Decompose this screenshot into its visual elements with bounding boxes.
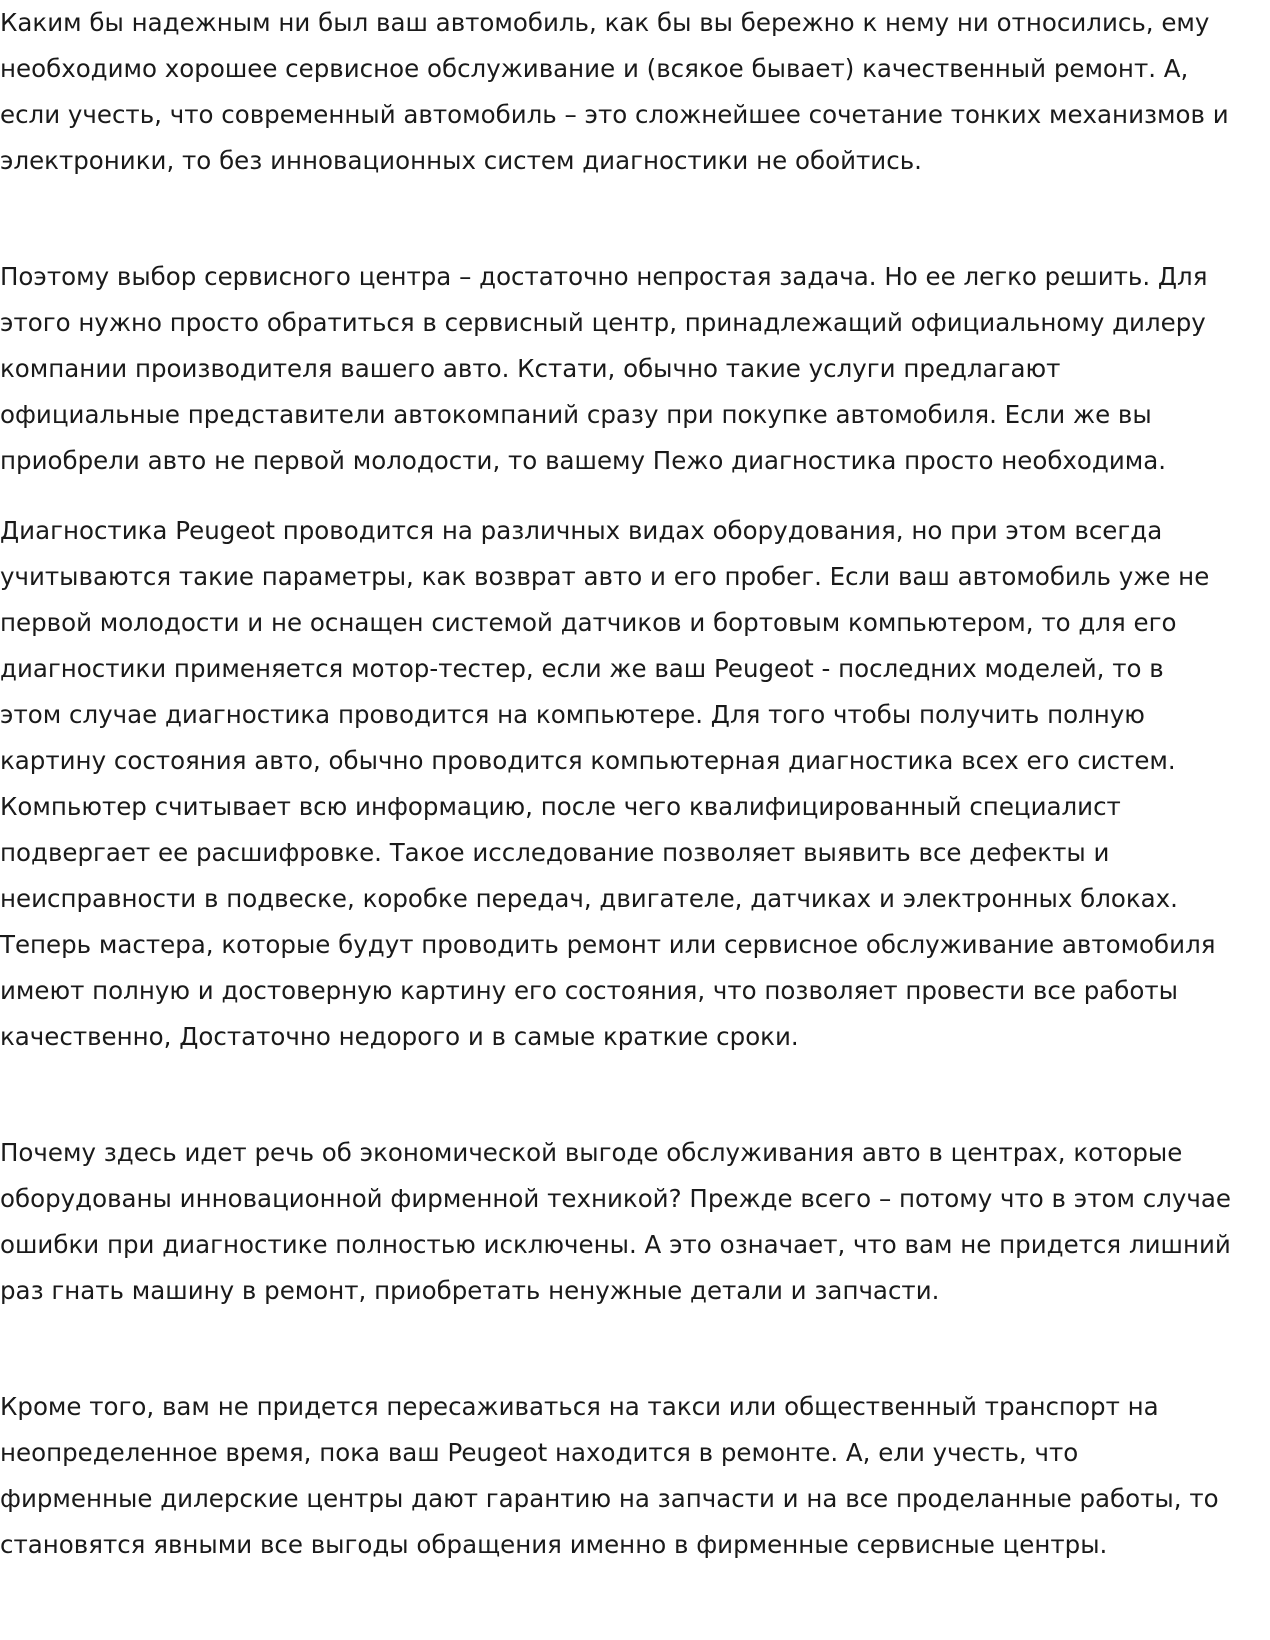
article-paragraph-5: Кроме того, вам не придется пересаживаться на такси или общественный транспорт на неопределенное время, пока ваш Peugeot находится в ремонте. А, ели учесть, что фирменные дилерские центры дают гарантию на запчасти и на все проделанные работы, то становятся явными все выгоды обращения именно в фирменные сервисные центры. (0, 1392, 1219, 1559)
paragraph-spacer (0, 1060, 1232, 1130)
paragraph-spacer (0, 184, 1232, 254)
article-paragraph-1: Каким бы надежным ни был ваш автомобиль, как бы вы бережно к нему ни относились, ему необходимо хорошее сервисное обслуживание и (всякое бывает) качественный ремонт. А, если учесть, что современный автомобиль – это сложнейшее сочетание тонких механизмов и электроники, то без инновационных систем диагностики не обойтись. (0, 8, 1229, 175)
article-paragraph-3: Диагностика Peugeot проводится на различных видах оборудования, но при этом всегда учитываются такие параметры, как возврат авто и его пробег. Если ваш автомобиль уже не первой молодости и не оснащен системой датчиков и бортовым компьютером, то для его диагностики применяется мотор-тестер, если же ваш Peugeot - последних моделей, то в этом случае диагностика проводится на компьютере. Для того чтобы получить полную картину состояния авто, обычно проводится компьютерная диагностика всех его систем. Компьютер считывает всю информацию, после чего квалифицированный специалист подвергает ее расшифровке. Такое исследование позволяет выявить все дефекты и неисправности в подвеске, коробке передач, двигателе, датчиках и электронных блоках. Теперь мастера, которые будут проводить ремонт или сервисное обслуживание автомобиля имеют полную и достоверную картину его состояния, что позволяет провести все работы качественно, Достаточно недорого и в самые краткие сроки. (0, 516, 1216, 1051)
paragraph-spacer (0, 1314, 1232, 1384)
paragraph-spacer (0, 484, 1232, 508)
article-paragraph-4: Почему здесь идет речь об экономической выгоде обслуживания авто в центрах, которые оборудованы инновационной фирменной техникой? Прежде всего – потому что в этом случае ошибки при диагностике полностью исключены. А это означает, что вам не придется лишний раз гнать машину в ремонт, приобретать ненужные детали и запчасти. (0, 1138, 1231, 1305)
article-paragraph-2: Поэтому выбор сервисного центра – достаточно непростая задача. Но ее легко решить. Для этого нужно просто обратиться в сервисный центр, принадлежащий официальному дилеру компании производителя вашего авто. Кстати, обычно такие услуги предлагают официальные представители автокомпаний сразу при покупке автомобиля. Если же вы приобрели авто не первой молодости, то вашему Пежо диагностика просто необходима. (0, 262, 1208, 475)
